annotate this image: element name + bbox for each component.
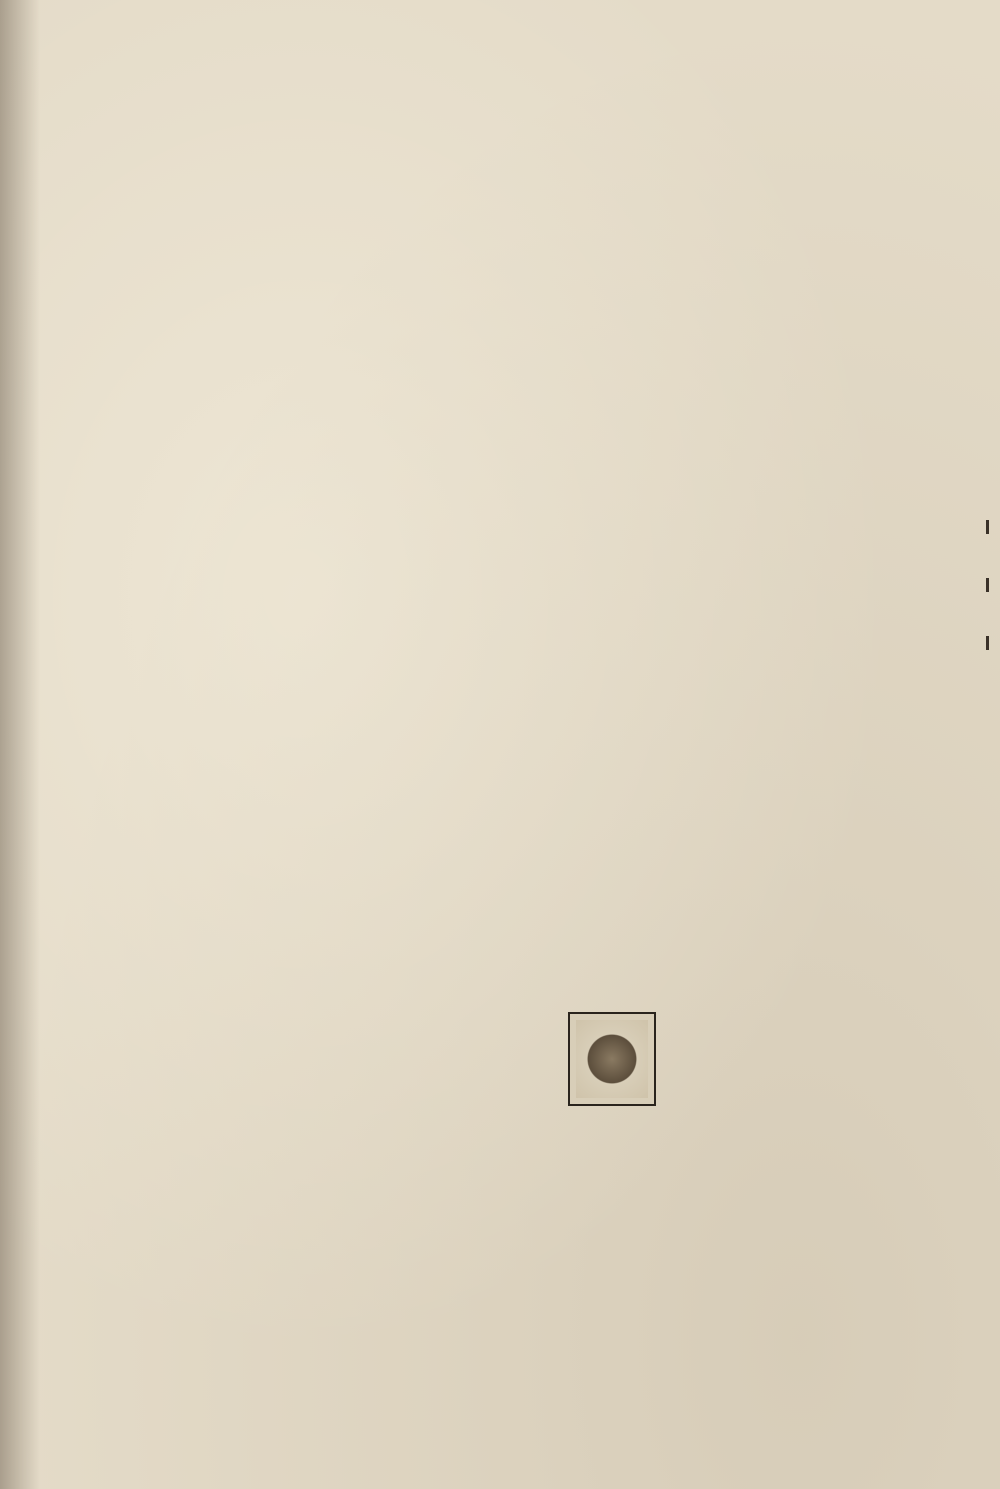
initial-ornament [576, 1020, 648, 1098]
margin-marks [986, 520, 990, 670]
decorated-initial [568, 1012, 656, 1106]
binding-shadow [0, 0, 40, 1489]
